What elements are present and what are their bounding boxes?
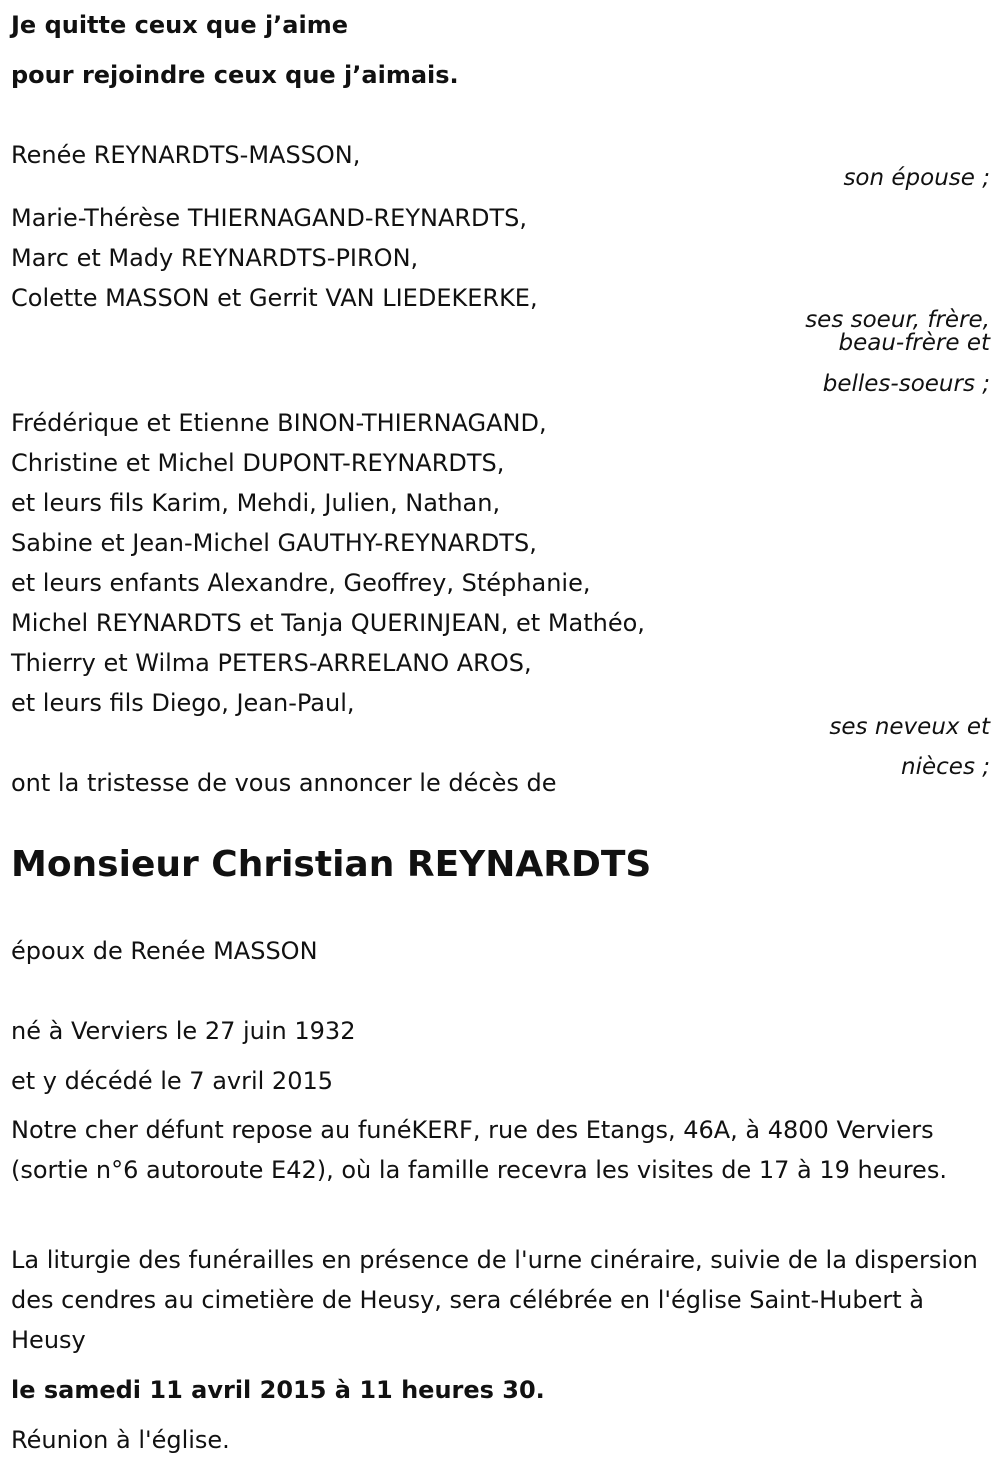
epigraph-line-1: Je quitte ceux que j’aime: [11, 11, 349, 39]
nephew-line: Frédérique et Etienne BINON-THIERNAGAND,: [11, 409, 547, 437]
sibling-name: Marc et Mady REYNARDTS-PIRON,: [11, 244, 419, 272]
ceremony-datetime: le samedi 11 avril 2015 à 11 heures 30.: [11, 1376, 545, 1404]
nephews-relation-2: nièces ;: [901, 754, 990, 780]
nephew-line: et leurs enfants Alexandre, Geoffrey, Stéphanie,: [11, 569, 591, 597]
siblings-relation-3: belles-soeurs ;: [822, 371, 990, 397]
nephew-line: Thierry et Wilma PETERS-ARRELANO AROS,: [11, 649, 532, 677]
nephew-line: Christine et Michel DUPONT-REYNARDTS,: [11, 449, 505, 477]
nephew-line: Sabine et Jean-Michel GAUTHY-REYNARDTS,: [11, 529, 537, 557]
deceased-spouse-line: époux de Renée MASSON: [11, 937, 318, 965]
nephew-line: et leurs fils Diego, Jean-Paul,: [11, 689, 355, 717]
nephews-list: [11, 403, 645, 723]
death-line: et y décédé le 7 avril 2015: [11, 1067, 334, 1095]
birth-line: né à Verviers le 27 juin 1932: [11, 1017, 356, 1045]
announcement-text: ont la tristesse de vous annoncer le décès de: [11, 769, 557, 797]
sibling-name: Colette MASSON et Gerrit VAN LIEDEKERKE,: [11, 284, 538, 312]
nephew-line: Michel REYNARDTS et Tanja QUERINJEAN, et Mathéo,: [11, 609, 645, 637]
reunion-note: Réunion à l'église.: [11, 1426, 230, 1454]
spouse-relation: son épouse ;: [843, 165, 990, 191]
liturgy-paragraph: La liturgie des funérailles en présence de l'urne cinéraire, suivie de la dispersion des cendres au cimetière de Heusy, sera célébrée en l'église Saint-Hubert à Heusy: [11, 1246, 978, 1354]
siblings-relation-2: beau-frère et: [838, 330, 990, 356]
sibling-name: Marie-Thérèse THIERNAGAND-REYNARDTS,: [11, 204, 528, 232]
siblings-list: [11, 198, 538, 318]
deceased-name: Monsieur Christian REYNARDTS: [11, 844, 652, 885]
nephew-line: et leurs fils Karim, Mehdi, Julien, Nathan,: [11, 489, 501, 517]
siblings-relation-1: ses soeur, frère,: [805, 307, 990, 333]
visitation-paragraph: Notre cher défunt repose au funéKERF, rue des Etangs, 46A, à 4800 Verviers (sortie n°6 autoroute E42), où la famille recevra les visites de 17 à 19 heures.: [11, 1116, 947, 1184]
epigraph-line-2: pour rejoindre ceux que j’aimais.: [11, 61, 459, 89]
spouse-name: Renée REYNARDTS-MASSON,: [11, 141, 361, 169]
nephews-relation-1: ses neveux et: [829, 714, 990, 740]
